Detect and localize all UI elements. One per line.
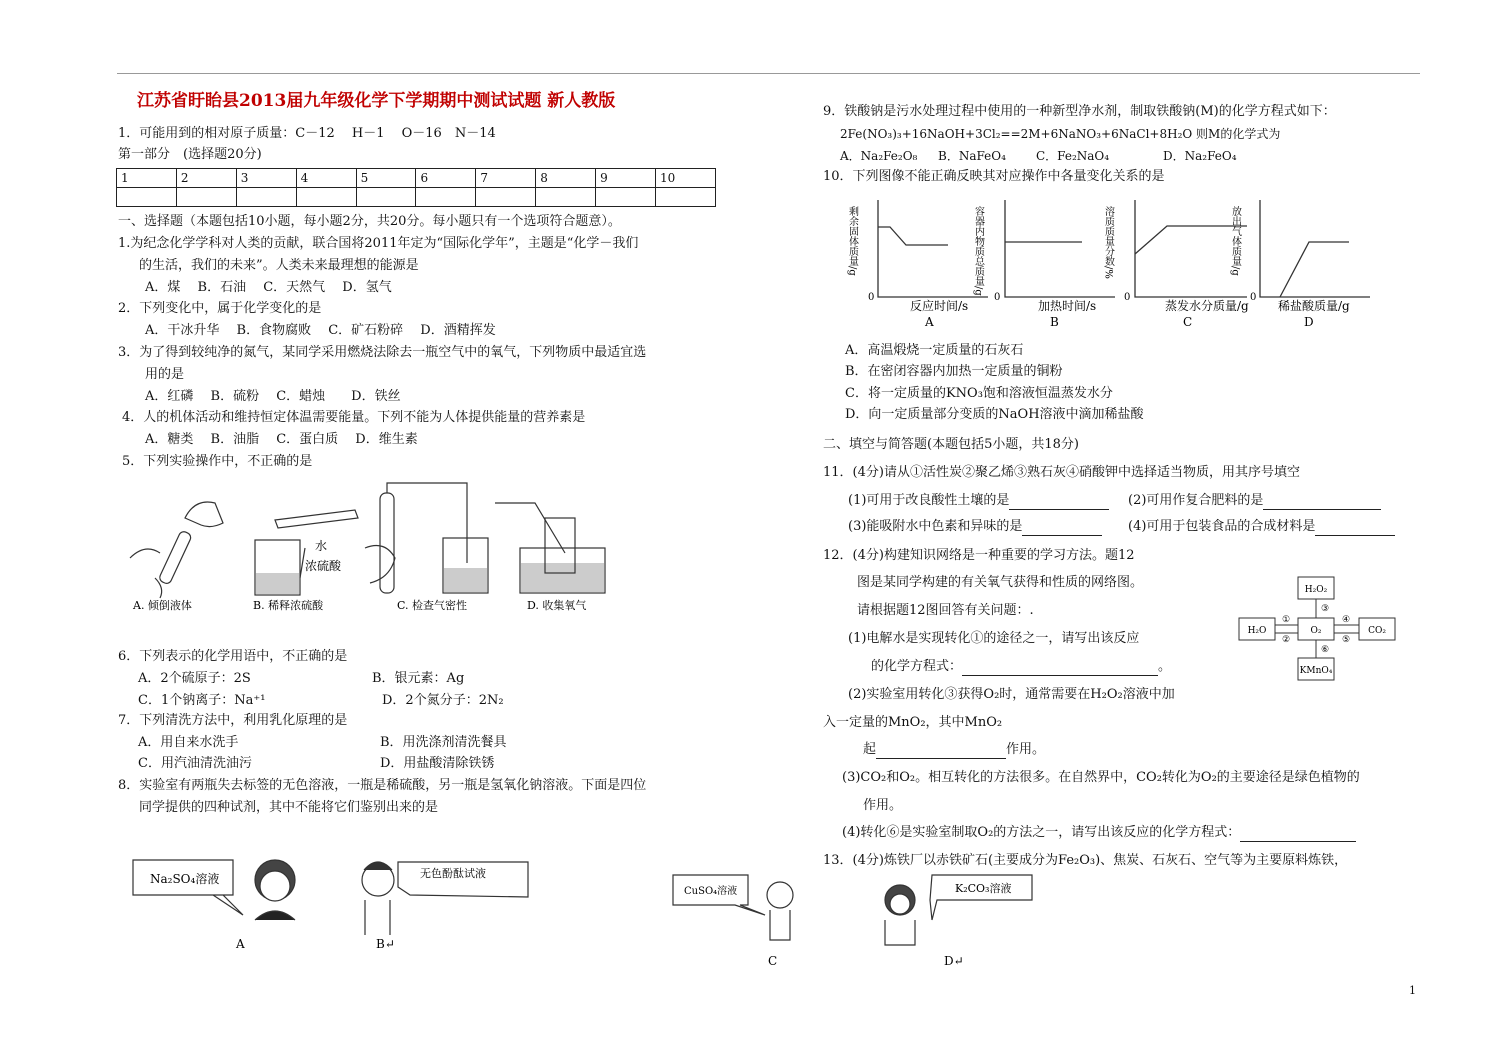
answer-blank[interactable] bbox=[1315, 521, 1395, 536]
answer-cell: 2 bbox=[176, 169, 236, 188]
q12-sub1: (1)电解水是实现转化①的途径之一，请写出该反应 bbox=[848, 631, 1140, 646]
node-kmno4-label: KMnO₄ bbox=[1299, 666, 1333, 676]
label-d-collect: D. 收集氧气 bbox=[527, 599, 587, 612]
q8-text-cont: 同学提供的四种试剂，其中不能将它们鉴别出来的是 bbox=[139, 800, 439, 815]
q8-figure-cd bbox=[670, 870, 1050, 970]
q11-item-3 bbox=[848, 518, 1102, 536]
q6-option-d: D．2个氮分子：2N₂ bbox=[382, 693, 504, 708]
q8-text: 8．实验室有两瓶失去标签的无色溶液，一瓶是稀硫酸，另一瓶是氢氧化钠溶液。下面是四位 bbox=[118, 778, 647, 793]
label-a-pour: A. 倾倒液体 bbox=[133, 599, 192, 612]
q11-item-4 bbox=[1128, 518, 1395, 536]
graph-d-xlabel: 稀盐酸质量/g bbox=[1278, 299, 1350, 313]
q12-text-cont2: 请根据题12图回答有关问题：. bbox=[857, 603, 1034, 618]
label-c-check: C. 检查气密性 bbox=[397, 599, 468, 612]
arrow-6-label: ⑥ bbox=[1320, 645, 1330, 655]
arrow-4-label: ④ bbox=[1341, 615, 1351, 625]
graph-d-origin: 0 bbox=[1250, 292, 1257, 303]
q7-option-d: D．用盐酸清除铁锈 bbox=[380, 756, 495, 771]
q10-option-d: D．向一定质量部分变质的NaOH溶液中滴加稀盐酸 bbox=[845, 407, 1144, 422]
answer-blank[interactable] bbox=[1022, 521, 1102, 536]
graph-c-xlabel: 蒸发水分质量/g bbox=[1165, 299, 1249, 313]
arrow-5-label: ⑤ bbox=[1341, 635, 1351, 645]
arrow-1-label: ① bbox=[1281, 615, 1291, 625]
q11-item-2-label: (2)可用作复合肥料的是 bbox=[1128, 493, 1264, 508]
arrow-3-label: ③ bbox=[1320, 604, 1330, 614]
q11-item-2 bbox=[1128, 492, 1381, 510]
q10-option-a: A．高温煅烧一定质量的石灰石 bbox=[845, 343, 1024, 358]
answer-cell: 7 bbox=[476, 169, 536, 188]
node-h2o2-label: H₂O₂ bbox=[1304, 585, 1328, 595]
graph-a-xlabel: 反应时间/s bbox=[910, 299, 969, 313]
q10-graphs bbox=[840, 192, 1370, 332]
answer-blank[interactable] bbox=[876, 744, 1006, 759]
q3-options: A．红磷 B．硫粉 C．蜡烛 D．铁丝 bbox=[145, 389, 401, 404]
q12-sub1-label: 的化学方程式： bbox=[871, 659, 963, 674]
graph-a-letter: A bbox=[925, 315, 934, 329]
q12-sub2-cont: 入一定量的MnO₂，其中MnO₂ bbox=[823, 715, 1003, 730]
node-h2o-label: H₂O bbox=[1247, 626, 1267, 636]
graph-d-axes bbox=[1260, 200, 1370, 297]
page-number: 1 bbox=[1409, 984, 1416, 997]
part1-heading: 第一部分 (选择题20分) bbox=[118, 147, 262, 162]
q12-sub2-suffix: 作用。 bbox=[1006, 742, 1046, 757]
graph-b-axes bbox=[1005, 200, 1115, 297]
q12-sub4-label: (4)转化⑥是实验室制取O₂的方法之一，请写出该反应的化学方程式： bbox=[842, 825, 1241, 840]
q7-option-b: B．用洗涤剂清洗餐具 bbox=[380, 735, 507, 750]
q9-equation: 2Fe(NO₃)₃+16NaOH+3Cl₂==2M+6NaNO₃+6NaCl+8H₂O 则M的化学式为 bbox=[840, 127, 1281, 141]
graph-a-axes bbox=[878, 200, 988, 297]
graph-b-origin: 0 bbox=[994, 292, 1001, 303]
measuring-cylinder-icon bbox=[275, 510, 358, 528]
q1-atomic: 1．可能用到的相对原子质量：C－12 H－1 O－16 N－14 bbox=[118, 126, 496, 141]
delivery-tube-icon bbox=[495, 503, 565, 553]
letter-d: D↵ bbox=[944, 954, 964, 968]
graph-d-letter: D bbox=[1304, 315, 1314, 329]
q12-sub4 bbox=[842, 824, 1356, 842]
section1-heading: 一、选择题（本题包括10小题，每小题2分，共20分。每小题只有一个选项符合题意）。 bbox=[118, 214, 621, 229]
graph-b-ylabel: 容器内物质总质量/g bbox=[972, 206, 984, 296]
q13-text: 13．(4分)炼铁厂以赤铁矿石(主要成分为Fe₂O₃)、焦炭、石灰石、空气等为主要原料炼铁， bbox=[823, 853, 1348, 868]
q11-item-1-label: (1)可用于改良酸性土壤的是 bbox=[848, 493, 1010, 508]
answer-cell: 6 bbox=[416, 169, 476, 188]
q12-sub2-label: 起 bbox=[863, 742, 877, 757]
graph-b-xlabel: 加热时间/s bbox=[1038, 299, 1097, 313]
arrow-2-label: ② bbox=[1281, 635, 1291, 645]
q4-options: A．糖类 B．油脂 C．蛋白质 D．维生素 bbox=[145, 432, 418, 447]
q7-text: 7．下列清洗方法中，利用乳化原理的是 bbox=[118, 713, 348, 728]
q12-sub3: (3)CO₂和O₂。相互转化的方法很多。在自然界中，CO₂转化为O₂的主要途径是绿色植物的 bbox=[842, 770, 1360, 785]
q1-text-cont: 的生活，我们的未来”。人类未来最理想的能源是 bbox=[139, 258, 419, 273]
q1-text: 1.为纪念化学学科对人类的贡献，联合国将2011年定为“国际化学年”，主题是“化学－我们 bbox=[118, 236, 639, 251]
graph-a-ylabel: 剩余固体质量/g bbox=[846, 206, 858, 276]
q4-text: 4．人的机体活动和维持恒定体温需要能量。下列不能为人体提供能量的营养素是 bbox=[122, 410, 586, 425]
answer-blank[interactable] bbox=[962, 661, 1158, 676]
q2-options: A．干冰升华 B．食物腐败 C．矿石粉碎 D．酒精挥发 bbox=[145, 323, 496, 338]
q9-option-c: C．Fe₂NaO₄ bbox=[1036, 149, 1110, 163]
q1-options: A．煤 B．石油 C．天然气 D．氢气 bbox=[145, 280, 392, 295]
hand-icon bbox=[130, 549, 162, 598]
graph-d-ylabel: 放出气体质量/g bbox=[1229, 206, 1241, 276]
graph-b-letter: B bbox=[1050, 315, 1059, 329]
q12-sub2-cont2 bbox=[863, 741, 1045, 759]
q12-sub2: (2)实验室用转化③获得O₂时，通常需要在H₂O₂溶液中加 bbox=[848, 687, 1175, 702]
header-rule bbox=[117, 73, 1420, 74]
q12-network-diagram bbox=[1236, 574, 1401, 686]
q12-text-cont: 图是某同学构建的有关氧气获得和性质的网络图。 bbox=[857, 575, 1144, 590]
answer-blank[interactable] bbox=[1263, 495, 1381, 510]
answer-cell: 10 bbox=[656, 169, 716, 188]
q6-text: 6．下列表示的化学用语中，不正确的是 bbox=[118, 649, 348, 664]
answer-table bbox=[116, 168, 716, 207]
delivery-tube-icon bbox=[387, 483, 467, 563]
graph-c-origin: 0 bbox=[1124, 292, 1131, 303]
q11-item-3-label: (3)能吸附水中色素和异味的是 bbox=[848, 519, 1023, 534]
label-conc-acid: 浓硫酸 bbox=[305, 559, 342, 573]
speech-bubble bbox=[133, 860, 243, 915]
answer-cell: 3 bbox=[236, 169, 296, 188]
letter-b: B↵ bbox=[376, 937, 395, 951]
q5-text: 5．下列实验操作中，不正确的是 bbox=[122, 454, 313, 469]
q11-item-4-label: (4)可用于包装食品的合成材料是 bbox=[1128, 519, 1316, 534]
q3-text-cont: 用的是 bbox=[145, 367, 185, 382]
q12-sub3-cont: 作用。 bbox=[863, 798, 903, 813]
page-title: 江苏省盱眙县2013届九年级化学下学期期中测试试题 新人教版 bbox=[137, 91, 616, 111]
graph-d-line bbox=[1280, 242, 1349, 297]
answer-cell: 4 bbox=[296, 169, 356, 188]
reagent-bottle-icon bbox=[185, 502, 223, 527]
test-tube-icon bbox=[158, 530, 192, 585]
q10-text: 10．下列图像不能正确反映其对应操作中各量变化关系的是 bbox=[823, 169, 1165, 184]
letter-a: A bbox=[236, 937, 245, 951]
section2-heading: 二、填空与简答题(本题包括5小题，共18分) bbox=[823, 437, 1079, 452]
graph-a-line bbox=[878, 227, 948, 245]
q10-option-c: C．将一定质量的KNO₃饱和溶液恒温蒸发水分 bbox=[845, 386, 1113, 401]
bubble-c-text: CuSO₄溶液 bbox=[684, 886, 738, 897]
answer-cell: 5 bbox=[356, 169, 416, 188]
answer-blank[interactable] bbox=[1009, 495, 1109, 510]
q6-option-a: A．2个硫原子：2S bbox=[138, 671, 251, 686]
q12-sub1-cont: 的化学方程式： 。 bbox=[871, 659, 1172, 674]
label-b-dilute: B. 稀释浓硫酸 bbox=[253, 599, 324, 612]
q7-option-a: A．用自来水洗手 bbox=[138, 735, 239, 750]
student-c-icon bbox=[767, 882, 793, 908]
graph-c-ylabel: 溶质质量分数/% bbox=[1102, 206, 1114, 279]
bubble-b-text: 无色酚酞试液 bbox=[420, 867, 486, 880]
q5-lab-figure bbox=[125, 478, 645, 618]
label-water: 水 bbox=[315, 539, 328, 553]
q9-option-b: B．NaFeO₄ bbox=[938, 149, 1006, 163]
answer-cell: 8 bbox=[536, 169, 596, 188]
q6-option-c: C．1个钠离子：Na⁺¹ bbox=[138, 693, 266, 708]
q3-text: 3．为了得到较纯净的氮气，某同学采用燃烧法除去一瓶空气中的氧气，下列物质中最适宜选 bbox=[118, 345, 647, 360]
q11-item-1 bbox=[848, 492, 1109, 510]
answer-blank[interactable] bbox=[1240, 827, 1356, 842]
q8-figure-ab bbox=[130, 850, 550, 960]
node-o2-label: O₂ bbox=[1310, 626, 1322, 636]
graph-a-origin: 0 bbox=[868, 292, 875, 303]
q10-option-b: B．在密闭容器内加热一定质量的铜粉 bbox=[845, 364, 1063, 379]
q9-option-a: A．Na₂Fe₂O₈ bbox=[840, 149, 918, 163]
q9-option-d: D．Na₂FeO₄ bbox=[1163, 149, 1237, 163]
answer-cell: 9 bbox=[596, 169, 656, 188]
node-co2-label: CO₂ bbox=[1368, 626, 1386, 636]
q2-text: 2．下列变化中，属于化学变化的是 bbox=[118, 301, 322, 316]
q12-text: 12．(4分)构建知识网络是一种重要的学习方法。题12 bbox=[823, 548, 1135, 563]
graph-c-letter: C bbox=[1183, 315, 1193, 329]
letter-c: C bbox=[768, 954, 778, 968]
q9-text: 9．铁酸钠是污水处理过程中使用的一种新型净水剂，制取铁酸钠(M)的化学方程式如下： bbox=[823, 104, 1336, 119]
q11-text: 11．(4分)请从①活性炭②聚乙烯③熟石灰④硝酸钾中选择适当物质，用其序号填空 bbox=[823, 465, 1300, 480]
bubble-a-text: Na₂SO₄溶液 bbox=[150, 872, 220, 886]
answer-cell: 1 bbox=[117, 169, 177, 188]
q7-option-c: C．用汽油清洗油污 bbox=[138, 756, 252, 771]
bubble-d-text: K₂CO₃溶液 bbox=[955, 882, 1012, 895]
q6-option-b: B．银元素：Ag bbox=[372, 671, 465, 686]
